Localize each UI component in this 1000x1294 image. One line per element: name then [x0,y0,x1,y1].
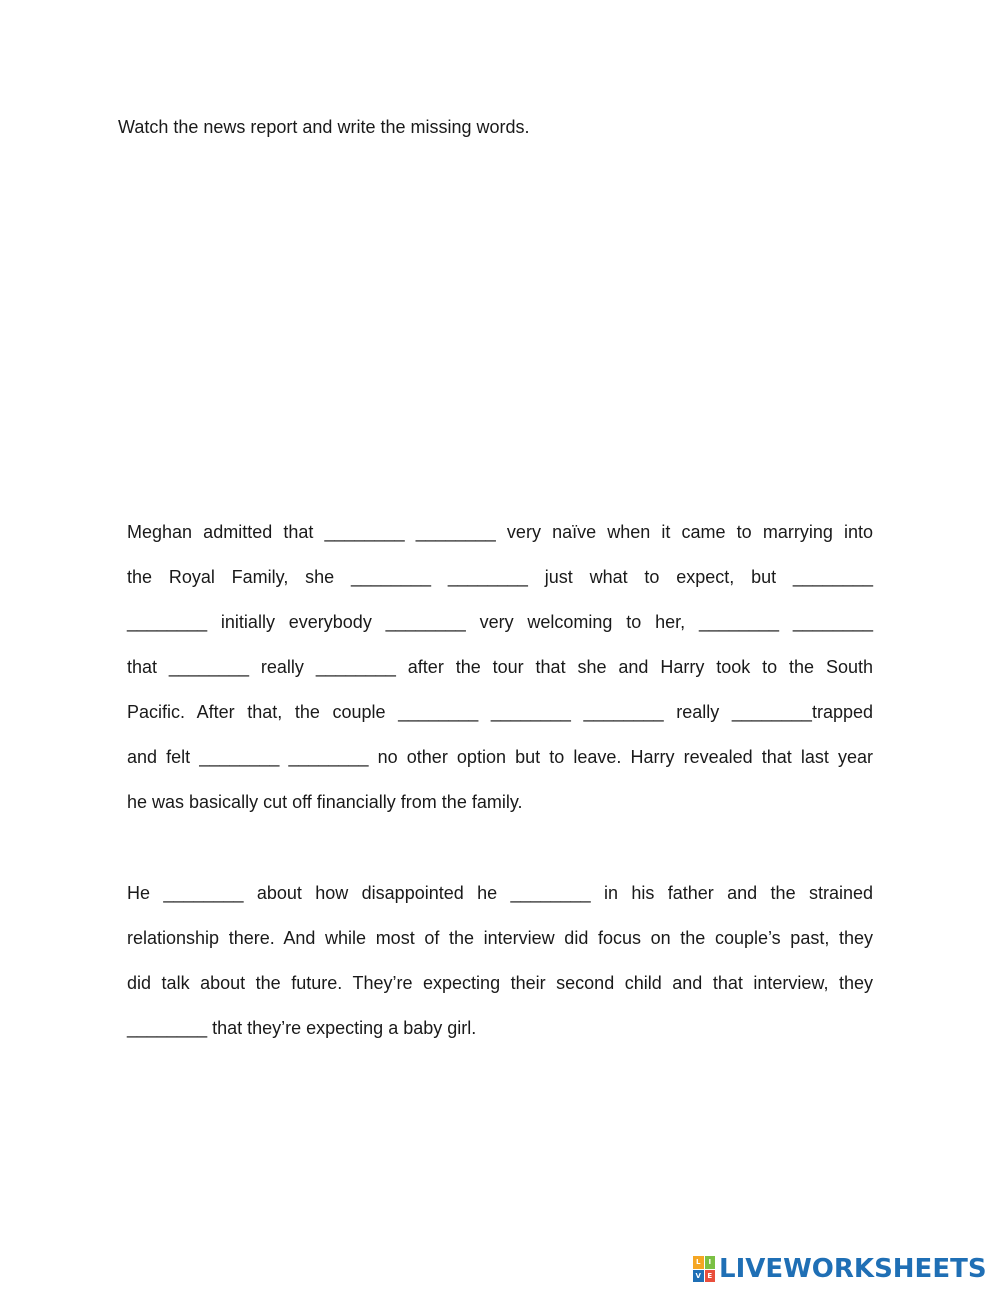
liveworksheets-logo[interactable] [693,1255,987,1283]
paragraph-line: He ________ about how disappointed he ________ in his father and the strained [127,883,873,903]
paragraph-2 [127,871,873,1051]
paragraph-line: ________ that they’re expecting a baby girl. [127,1018,477,1038]
badge-letter: L [693,1256,704,1269]
paragraph-line: did talk about the future. They’re expecting their second child and that interview, they [127,973,873,993]
paragraph-line: Meghan admitted that ________ ________ very naïve when it came to marrying into [127,522,873,542]
logo-text: LIVEWORKSHEETS [719,1254,987,1284]
logo-badge-icon [693,1256,715,1282]
badge-letter: I [705,1256,716,1269]
badge-letter: V [693,1270,704,1283]
instruction-text: Watch the news report and write the missing words. [118,117,530,137]
paragraph-1 [127,510,873,825]
paragraph-line: he was basically cut off financially from the family. [127,792,523,812]
paragraph-line: relationship there. And while most of the interview did focus on the couple’s past, they [127,928,873,948]
badge-letter: E [705,1270,716,1283]
paragraph-line: that ________ really ________ after the tour that she and Harry took to the South [127,657,873,677]
paragraph-line: and felt ________ ________ no other option but to leave. Harry revealed that last year [127,747,873,767]
paragraph-line: Pacific. After that, the couple ________ ________ ________ really ________trapped [127,702,873,722]
paragraph-line: ________ initially everybody ________ very welcoming to her, ________ ________ [127,612,873,632]
paragraph-line: the Royal Family, she ________ ________ just what to expect, but ________ [127,567,873,587]
